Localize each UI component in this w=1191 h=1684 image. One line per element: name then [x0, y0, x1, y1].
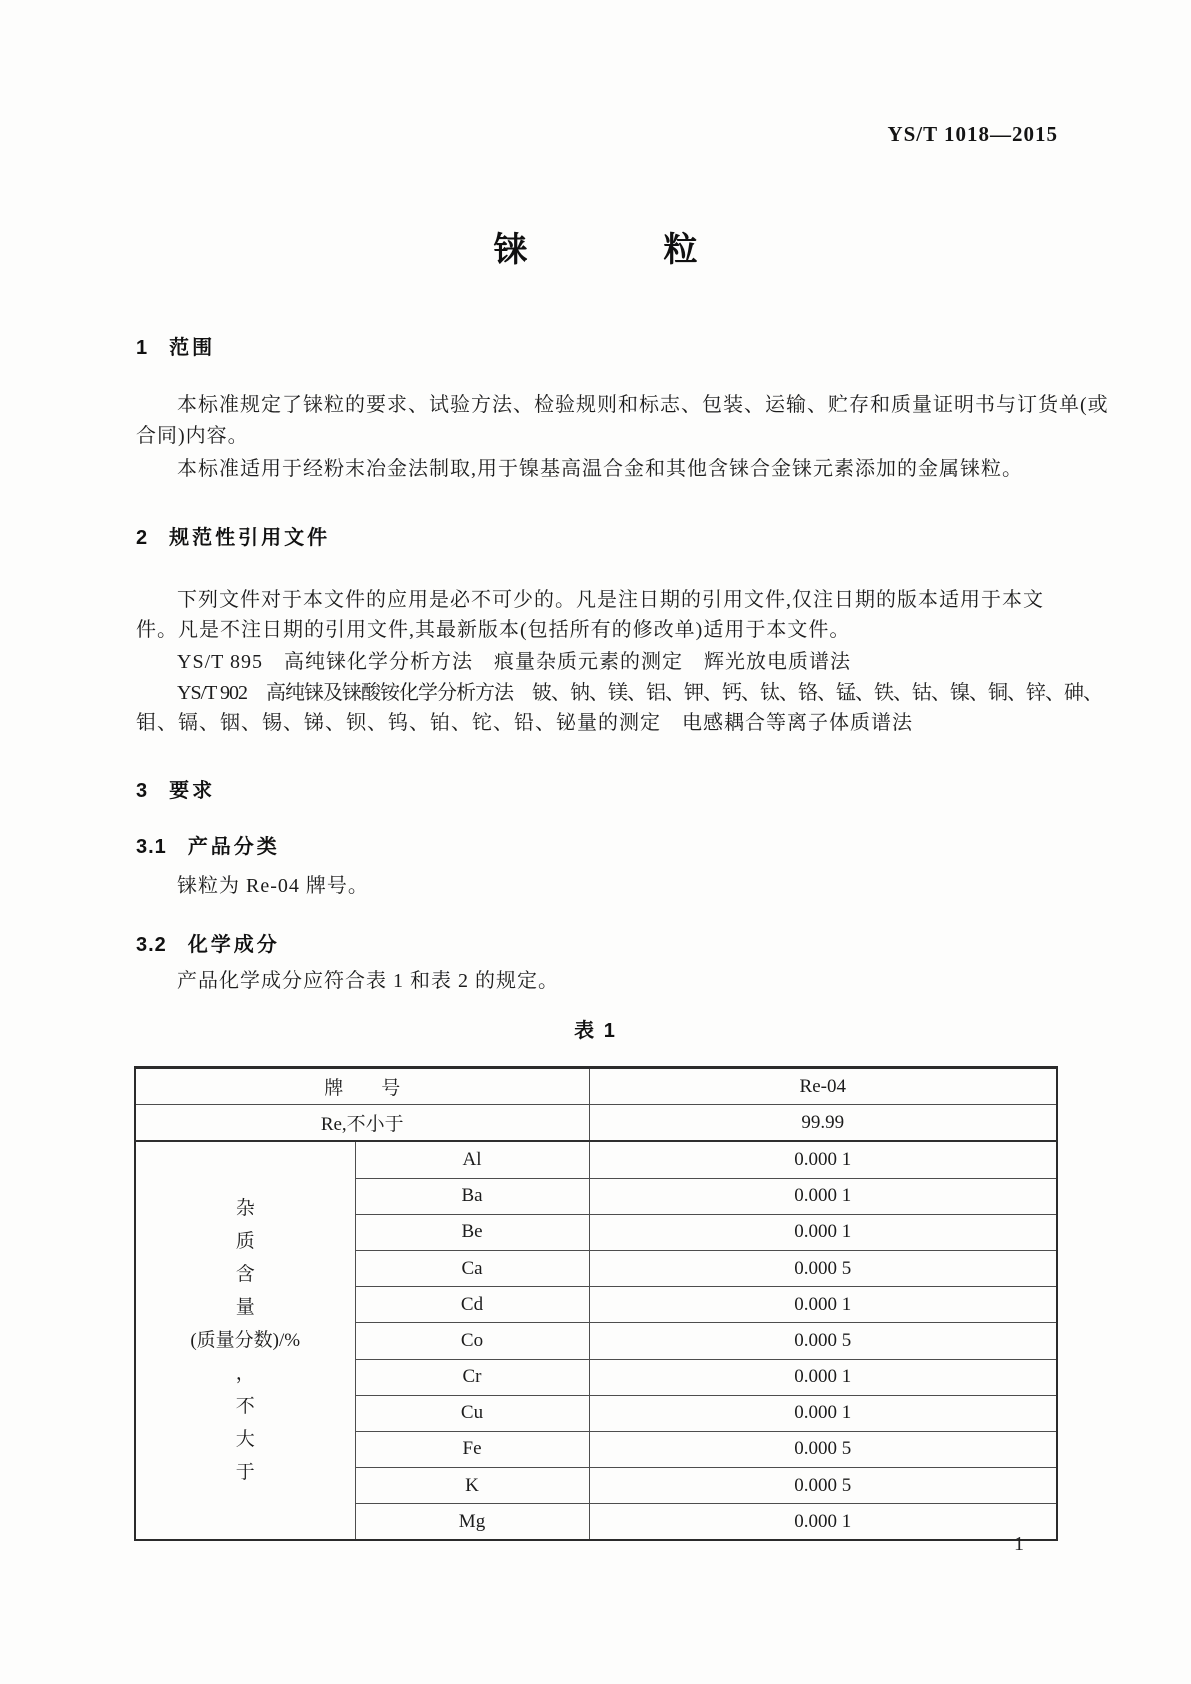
reference-ys-t-902-line-1: YS/T 902 高纯铼及铼酸铵化学分析方法 铍、钠、镁、铝、钾、钙、钛、铬、锰、铁、钴、镍、铜、锌、砷、: [177, 682, 1102, 704]
section-1-heading: [136, 331, 215, 360]
document-title: 铼 粒: [493, 231, 698, 269]
scope-paragraph-2: 本标准适用于经粉末冶金法制取,用于镍基高温合金和其他含铼合金铼元素添加的金属铼粒。: [177, 458, 1023, 480]
section-3-label: 要求: [169, 780, 216, 802]
scope-paragraph-line-1: 本标准规定了铼粒的要求、试验方法、检验规则和标志、包装、运输、贮存和质量证明书与订货单(或: [177, 394, 1109, 416]
table-row-grade: [135, 1068, 1057, 1105]
section-3-1-heading: [136, 830, 280, 859]
section-3-number: 3: [136, 780, 149, 802]
element-cell: Mg: [355, 1504, 589, 1541]
element-cell: Cd: [355, 1287, 589, 1323]
value-cell: 0.000 1: [589, 1504, 1057, 1541]
value-cell: 0.000 5: [589, 1323, 1057, 1359]
reference-ys-t-895: YS/T 895 高纯铼化学分析方法 痕量杂质元素的测定 辉光放电质谱法: [177, 651, 851, 673]
section-3-2-number: 3.2: [136, 934, 167, 956]
table-row-re: [135, 1105, 1057, 1142]
element-cell: K: [355, 1468, 589, 1504]
element-cell: Cu: [355, 1395, 589, 1431]
standard-number: YS/T 1018—2015: [887, 122, 1058, 146]
value-cell: 0.000 1: [589, 1287, 1057, 1323]
section-1-label: 范围: [169, 337, 216, 359]
section-2-heading: [136, 521, 330, 550]
section-3-2-label: 化学成分: [187, 934, 280, 956]
page-number: 1: [1014, 1533, 1024, 1555]
element-cell: Cr: [355, 1359, 589, 1395]
value-cell: 0.000 1: [589, 1359, 1057, 1395]
chemical-composition-table: [134, 1066, 1058, 1541]
impurity-header-stack: 杂 质 含 量 (质量分数)/% ， 不 大 于: [190, 1198, 301, 1484]
section-3-1-number: 3.1: [136, 836, 167, 858]
re-label-cell: Re,不小于: [135, 1105, 589, 1142]
value-cell: 0.000 5: [589, 1250, 1057, 1286]
element-cell: Co: [355, 1323, 589, 1359]
value-cell: 0.000 5: [589, 1431, 1057, 1467]
product-classification-paragraph: 铼粒为 Re-04 牌号。: [177, 875, 369, 897]
chemical-composition-paragraph: 产品化学成分应符合表 1 和表 2 的规定。: [177, 970, 559, 992]
section-2-label: 规范性引用文件: [169, 527, 331, 549]
element-cell: Al: [355, 1141, 589, 1178]
value-cell: 0.000 1: [589, 1214, 1057, 1250]
table-1-caption: 表 1: [574, 1020, 617, 1042]
section-1-number: 1: [136, 337, 149, 359]
section-3-1-label: 产品分类: [187, 836, 280, 858]
table-row: [135, 1141, 1057, 1178]
grade-value-cell: Re-04: [589, 1068, 1057, 1105]
section-3-2-heading: [136, 928, 280, 957]
normative-paragraph-line-2: 件。凡是不注日期的引用文件,其最新版本(包括所有的修改单)适用于本文件。: [136, 619, 851, 641]
value-cell: 0.000 5: [589, 1468, 1057, 1504]
impurity-header-cell: [135, 1141, 355, 1540]
value-cell: 0.000 1: [589, 1141, 1057, 1178]
element-cell: Fe: [355, 1431, 589, 1467]
reference-ys-t-902-line-2: 钼、镉、铟、锡、锑、钡、钨、铂、铊、铅、铋量的测定 电感耦合等离子体质谱法: [136, 712, 913, 734]
section-3-heading: [136, 774, 215, 803]
grade-label-cell: 牌 号: [135, 1068, 589, 1105]
element-cell: Be: [355, 1214, 589, 1250]
section-2-number: 2: [136, 527, 149, 549]
scope-paragraph-line-2: 合同)内容。: [136, 425, 249, 447]
re-value-cell: 99.99: [589, 1105, 1057, 1142]
element-cell: Ba: [355, 1178, 589, 1214]
element-cell: Ca: [355, 1250, 589, 1286]
normative-paragraph-line-1: 下列文件对于本文件的应用是必不可少的。凡是注日期的引用文件,仅注日期的版本适用于本文: [177, 589, 1044, 611]
value-cell: 0.000 1: [589, 1178, 1057, 1214]
value-cell: 0.000 1: [589, 1395, 1057, 1431]
